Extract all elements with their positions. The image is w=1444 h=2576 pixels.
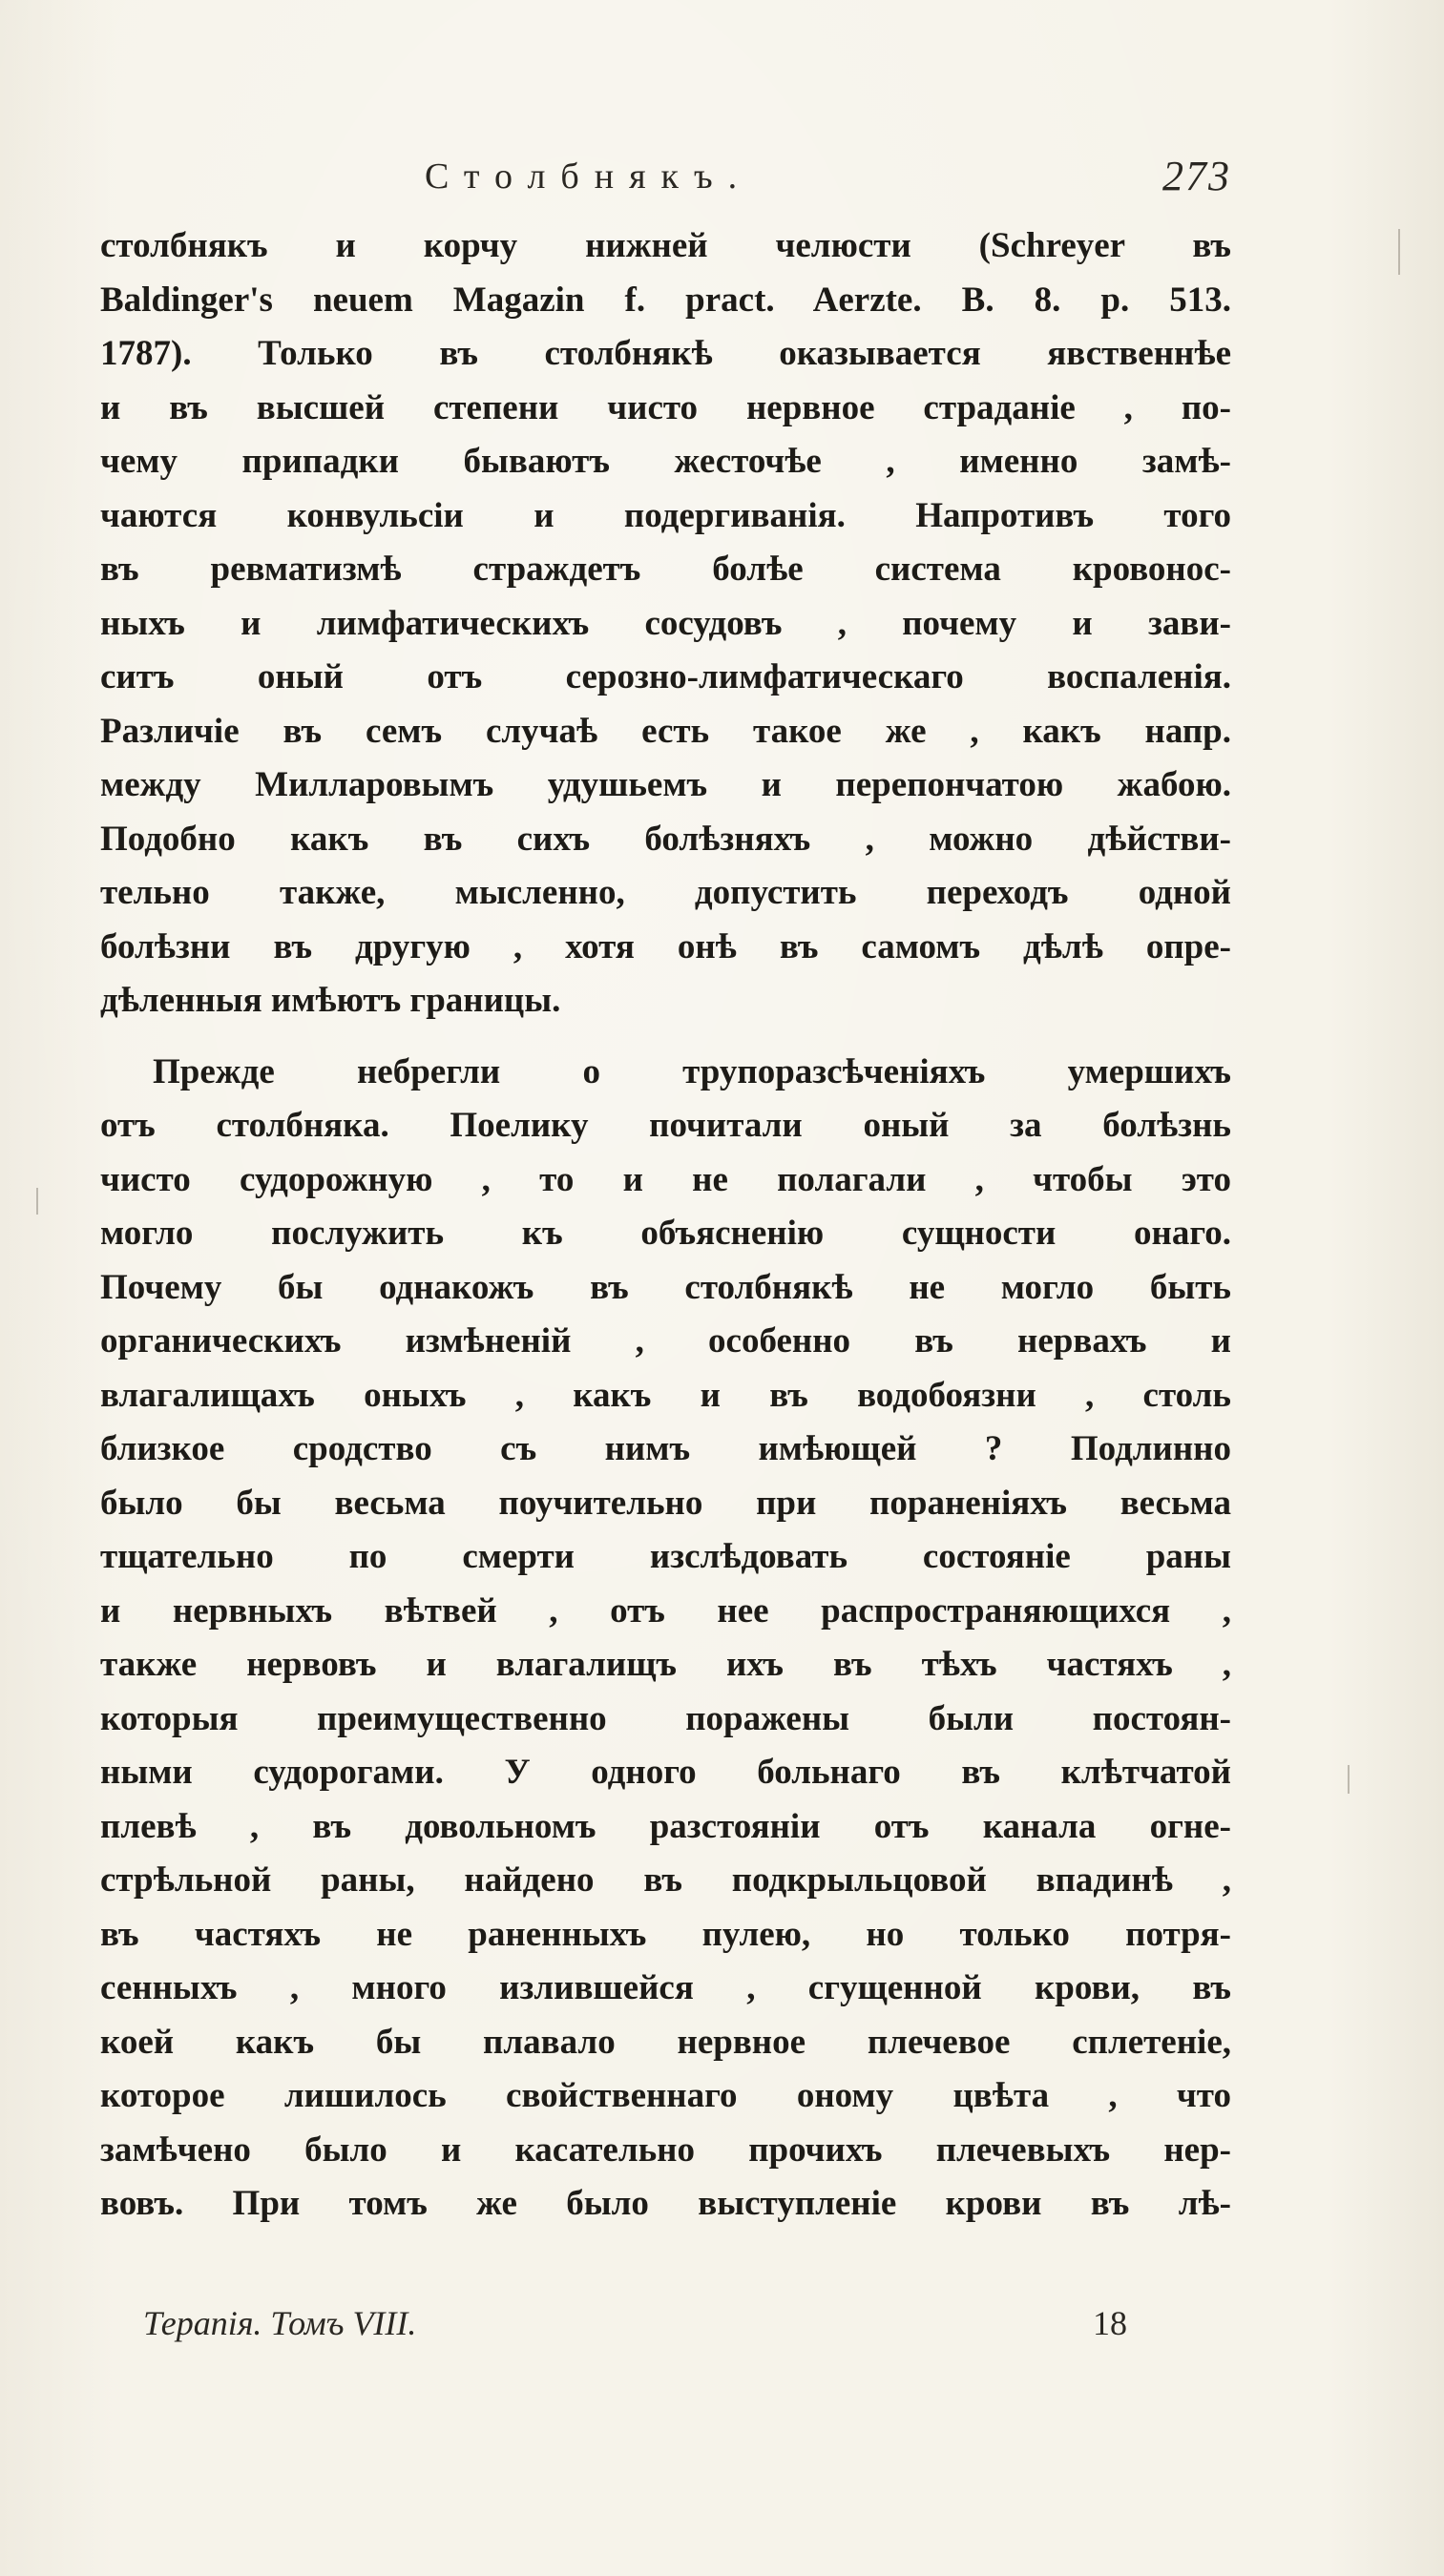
text-line: болѣзни въ другую , хотя онѣ въ самомъ дѣлѣ опре- [100, 926, 1231, 966]
text-line: вовъ. При томъ же было выступленіе крови въ лѣ- [100, 2184, 1231, 2223]
page-footer [143, 2295, 1136, 2352]
text-line: замѣчено было и касательно прочихъ плечевыхъ нер- [100, 2129, 1231, 2170]
text-line: тщательно по смерти изслѣдовать состояніе раны [100, 1537, 1231, 1576]
text-line: ситъ оный отъ серозно-лимфатическаго воспаленія. [100, 657, 1231, 696]
page-number: 273 [1162, 153, 1231, 199]
text-line: чаются конвульсіи и подергиванія. Напротивъ того [100, 495, 1231, 535]
sheet-number: 18 [1093, 2304, 1127, 2342]
text-line: которое лишилось свойственнаго оному цвѣта , что [100, 2076, 1231, 2115]
text-line: было бы весьма поучительно при пораненіяхъ весьма [100, 1483, 1231, 1523]
text-line: ныхъ и лимфатическихъ сосудовъ , почему и зави- [100, 603, 1231, 643]
text-line: ными судорогами. У одного больнаго въ клѣтчатой [100, 1753, 1231, 1792]
text-line: близкое сродство съ нимъ имѣющей ? Подлинно [100, 1429, 1231, 1468]
text-line: Почему бы однакожъ въ столбнякѣ не могло быть [100, 1267, 1231, 1307]
text-line: чему припадки бываютъ жесточѣе , именно замѣ- [100, 442, 1231, 481]
text-line: Прежде небрегли о трупоразсѣченіяхъ умершихъ [153, 1051, 1231, 1091]
text-line: тельно также, мысленно, допустить переходъ одной [100, 873, 1231, 912]
text-line: стрѣльной раны, найдено въ подкрыльцовой впадинѣ , [100, 1860, 1231, 1900]
text-line: плевѣ , въ довольномъ разстояніи отъ канала огне- [100, 1806, 1231, 1846]
text-line: могло послужить къ объясненію сущности онаго. [100, 1214, 1231, 1253]
margin-mark [1348, 1765, 1350, 1794]
margin-mark [1398, 229, 1400, 275]
text-line: чисто судорожную , то и не полагали , чтобы это [100, 1159, 1231, 1199]
text-line: коей какъ бы плавало нервное плечевое сплетеніе, [100, 2022, 1231, 2062]
text-line: Различіе въ семъ случаѣ есть такое же , какъ напр. [100, 711, 1231, 751]
text-line: между Милларовымъ удушьемъ и перепончатою жабою. [100, 765, 1231, 804]
text-line: также нервовъ и влагалищъ ихъ въ тѣхъ частяхъ , [100, 1645, 1231, 1684]
text-line: отъ столбняка. Поелику почитали оный за болѣзнь [100, 1106, 1231, 1145]
margin-mark [36, 1188, 38, 1215]
text-line: 1787). Только въ столбнякѣ оказывается явственнѣе [100, 334, 1231, 373]
text-line: въ частяхъ не раненныхъ пулею, но только потря- [100, 1914, 1231, 1954]
paragraph-break [100, 1028, 1231, 1046]
text-line: Подобно какъ въ сихъ болѣзняхъ , можно дѣйстви- [100, 819, 1231, 859]
text-line: столбнякъ и корчу нижней челюсти (Schreyer въ [100, 226, 1231, 265]
volume-signature: Терапія. Томъ VIII. [143, 2304, 417, 2342]
text-line: въ ревматизмѣ страждетъ болѣе система кровонос- [100, 550, 1231, 589]
text-line: которыя преимущественно поражены были постоян- [100, 1698, 1231, 1738]
text-line: Baldinger's neuem Magazin f. pract. Aerzte. B. 8. p. 513. [100, 280, 1231, 320]
text-line: органическихъ измѣненій , особенно въ нервахъ и [100, 1321, 1231, 1361]
page-header [100, 143, 1231, 210]
text-line: и въ высшей степени чисто нервное страданіе , по- [100, 387, 1231, 427]
text-line: влагалищахъ оныхъ , какъ и въ водобоязни , столь [100, 1375, 1231, 1415]
text-line: сенныхъ , много излившейся , сгущенной крови, въ [100, 1968, 1231, 2007]
running-title: Столбнякъ. [425, 156, 753, 197]
text-line: и нервныхъ вѣтвей , отъ нее распространяющихся , [100, 1590, 1231, 1631]
text-line: дѣленныя имѣютъ границы. [100, 981, 561, 1020]
body-text [100, 219, 1231, 2232]
